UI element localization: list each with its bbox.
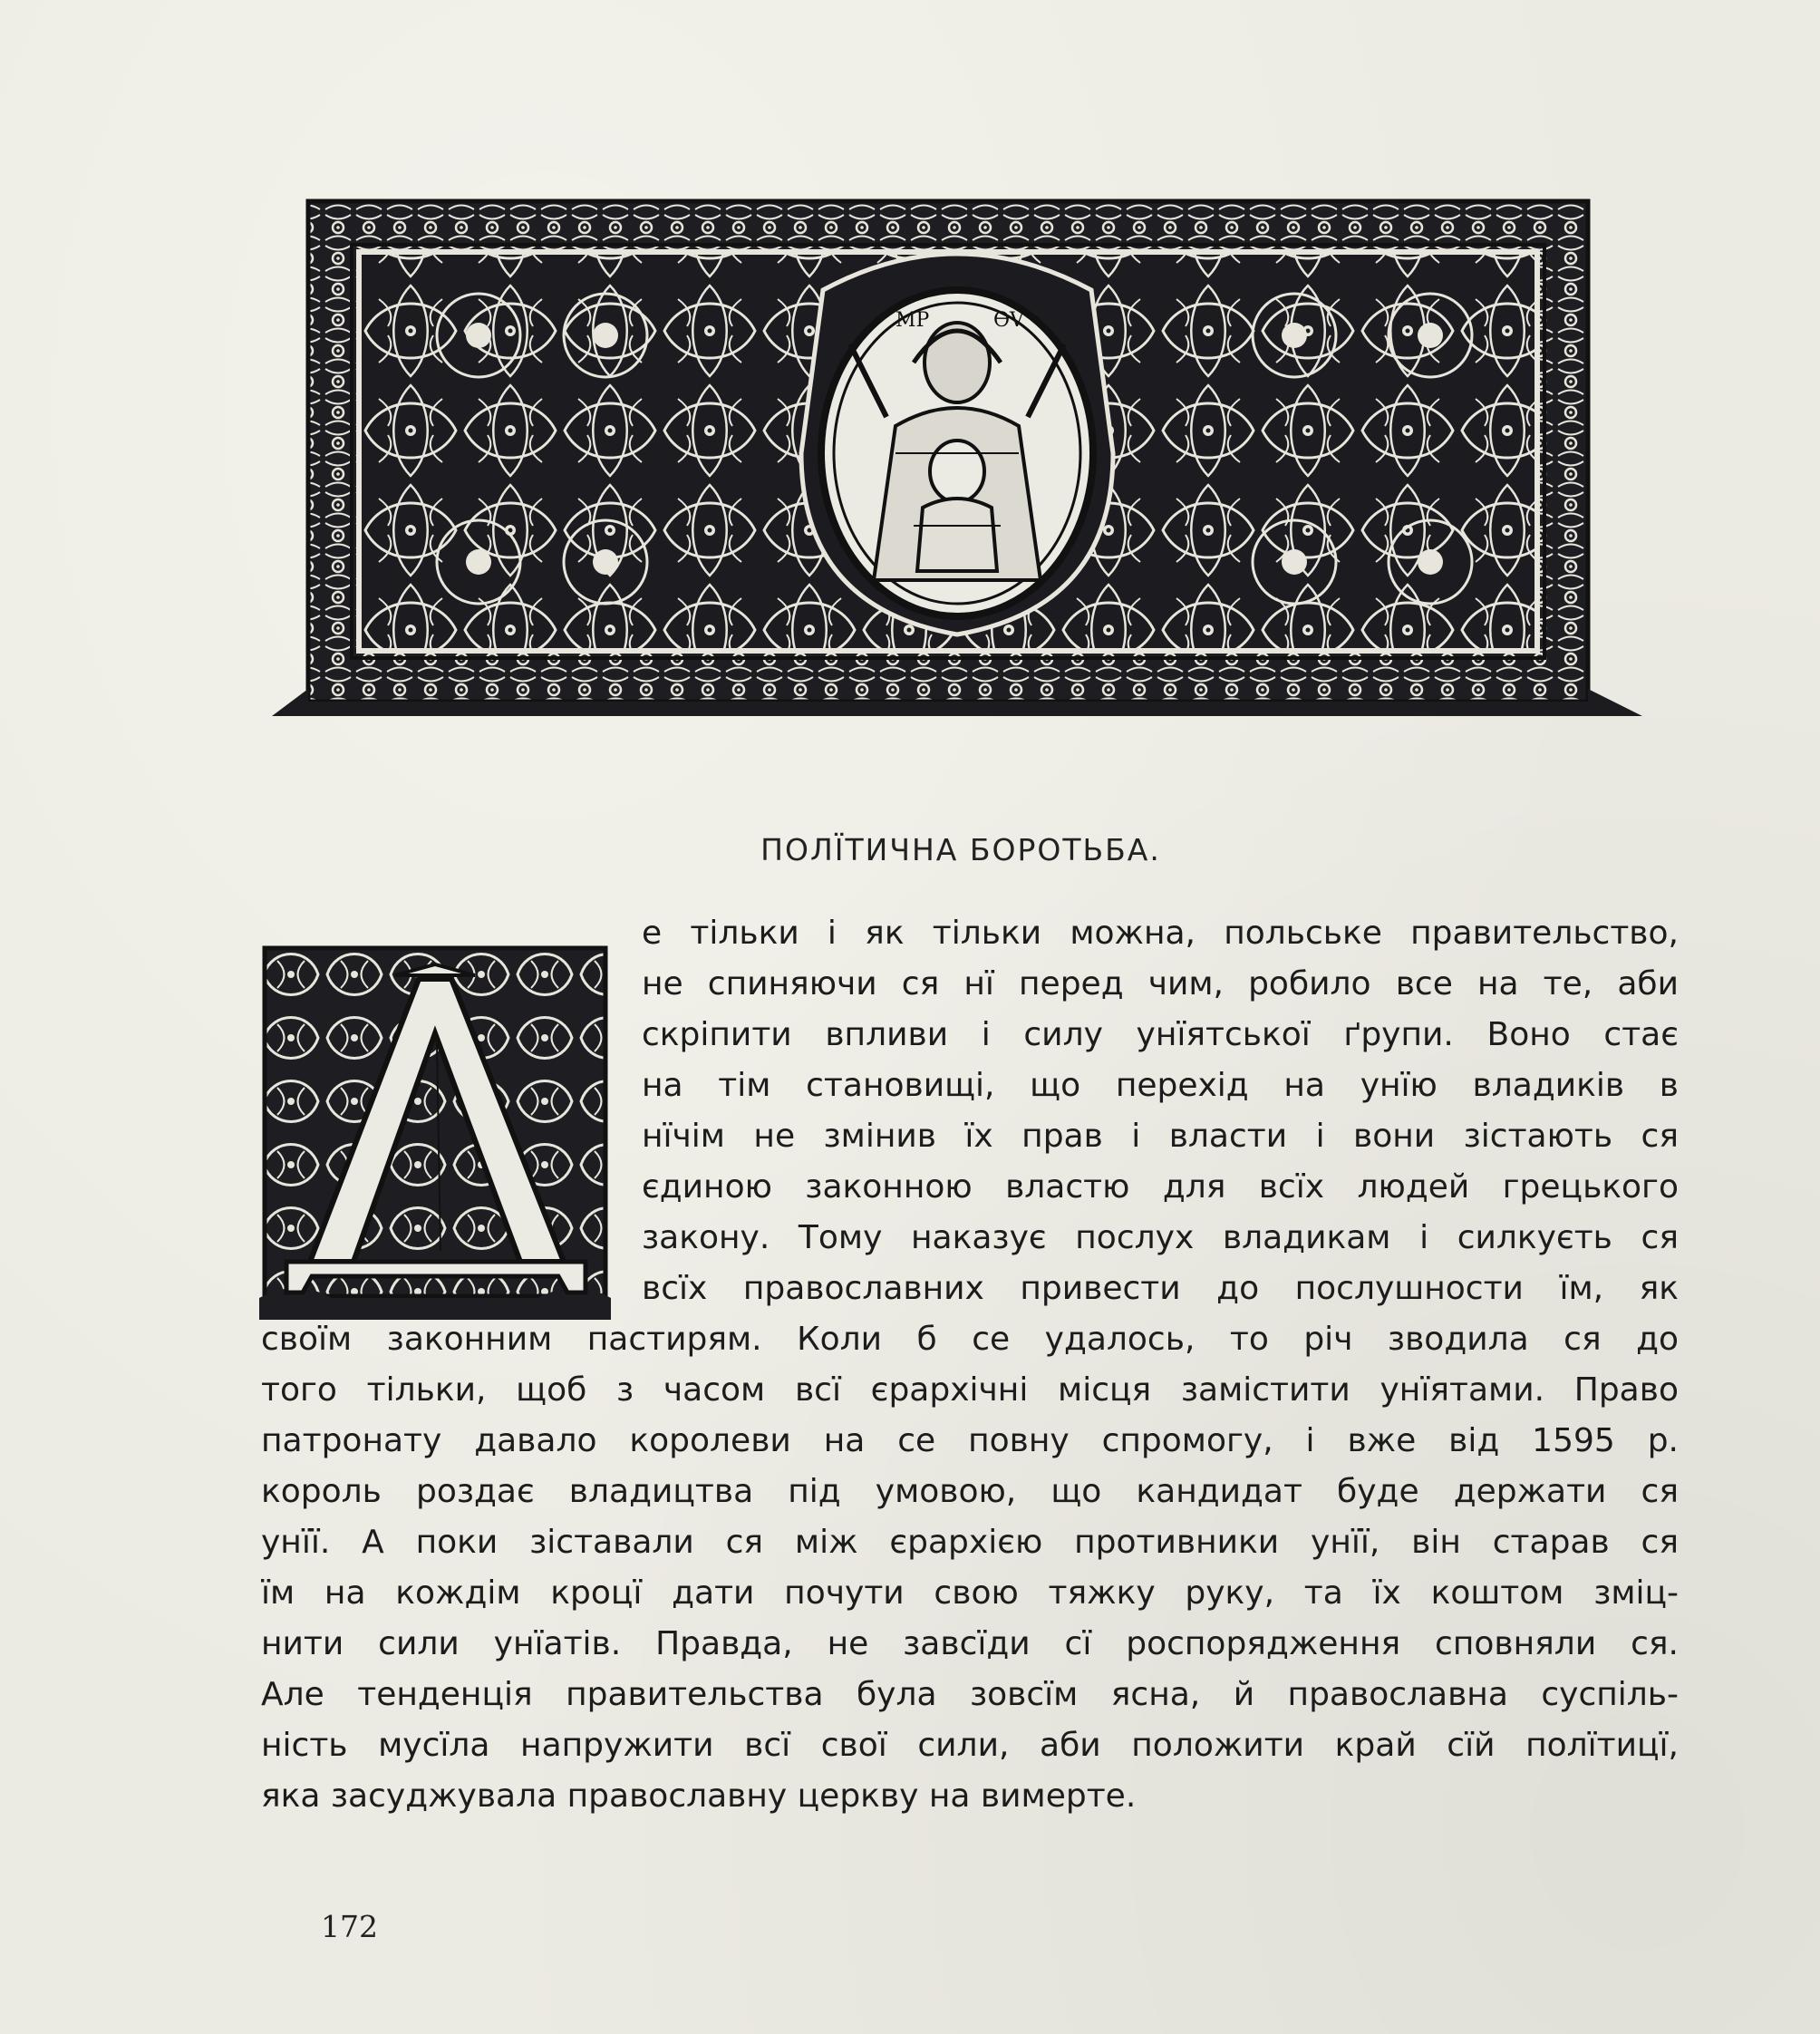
body-line-10: того тільки, щоб з часом всї єрархічні місця замістити унїятами. Право <box>261 1371 1679 1409</box>
body-line-6: єдиною законною властю для всїх людей грецького <box>642 1168 1679 1206</box>
body-line-3: скріпити впливи і силу унїятської ґрупи. Воно стає <box>642 1016 1679 1053</box>
body-line-18: яка засуджувала православну церкву на вимерте. <box>261 1777 1137 1815</box>
body-line-13: унїї. А поки зіставали ся між єрархією противники унїї, він старав ся <box>261 1524 1679 1561</box>
body-line-1: е тільки і як тільки можна, польське правительство, <box>642 915 1679 952</box>
svg-text:ѲV: ѲV <box>993 309 1024 332</box>
body-line-9: своїм законним пастирям. Коли б се удалось, то річ зводила ся до <box>261 1321 1679 1358</box>
svg-text:МР: МР <box>895 309 930 332</box>
body-line-14: їм на кождім кроцї дати почути свою тяжку руку, та їх коштом зміц- <box>261 1574 1679 1612</box>
body-line-15: нити сили унїатів. Правда, не завсїди сї роспорядження сповняли ся. <box>261 1625 1679 1662</box>
body-line-12: король роздає владицтва під умовою, що кандидат буде держати ся <box>261 1473 1679 1510</box>
ornamental-headpiece-with-madonna-icon <box>261 181 1653 725</box>
body-line-11: патронату давало королеви на се повну спромогу, і вже від 1595 р. <box>261 1422 1679 1459</box>
body-line-4: на тім становищі, що перехід на унїю владиків в <box>642 1067 1679 1104</box>
body-line-16: Але тенденція правительства була зовсїм ясна, й православна суспіль- <box>261 1676 1679 1713</box>
section-title: ПОЛЇТИЧНА БОРОТЬБА. <box>760 832 1161 867</box>
page-number: 172 <box>321 1909 378 1944</box>
body-line-2: не спиняючи ся нї перед чим, робило все на те, аби <box>642 965 1679 1002</box>
body-line-5: нїчім не змінив їх прав і власти і вони зістають ся <box>642 1118 1679 1155</box>
ornate-initial-letter-icon <box>259 943 611 1323</box>
body-line-17: ність мусїла напружити всї свої сили, аби положити край сїй полїтицї, <box>261 1727 1679 1764</box>
body-line-7: закону. Тому наказує послух владикам і силкуєть ся <box>642 1219 1679 1256</box>
body-line-8: всїх православних привести до послушности їм, як <box>642 1270 1679 1307</box>
